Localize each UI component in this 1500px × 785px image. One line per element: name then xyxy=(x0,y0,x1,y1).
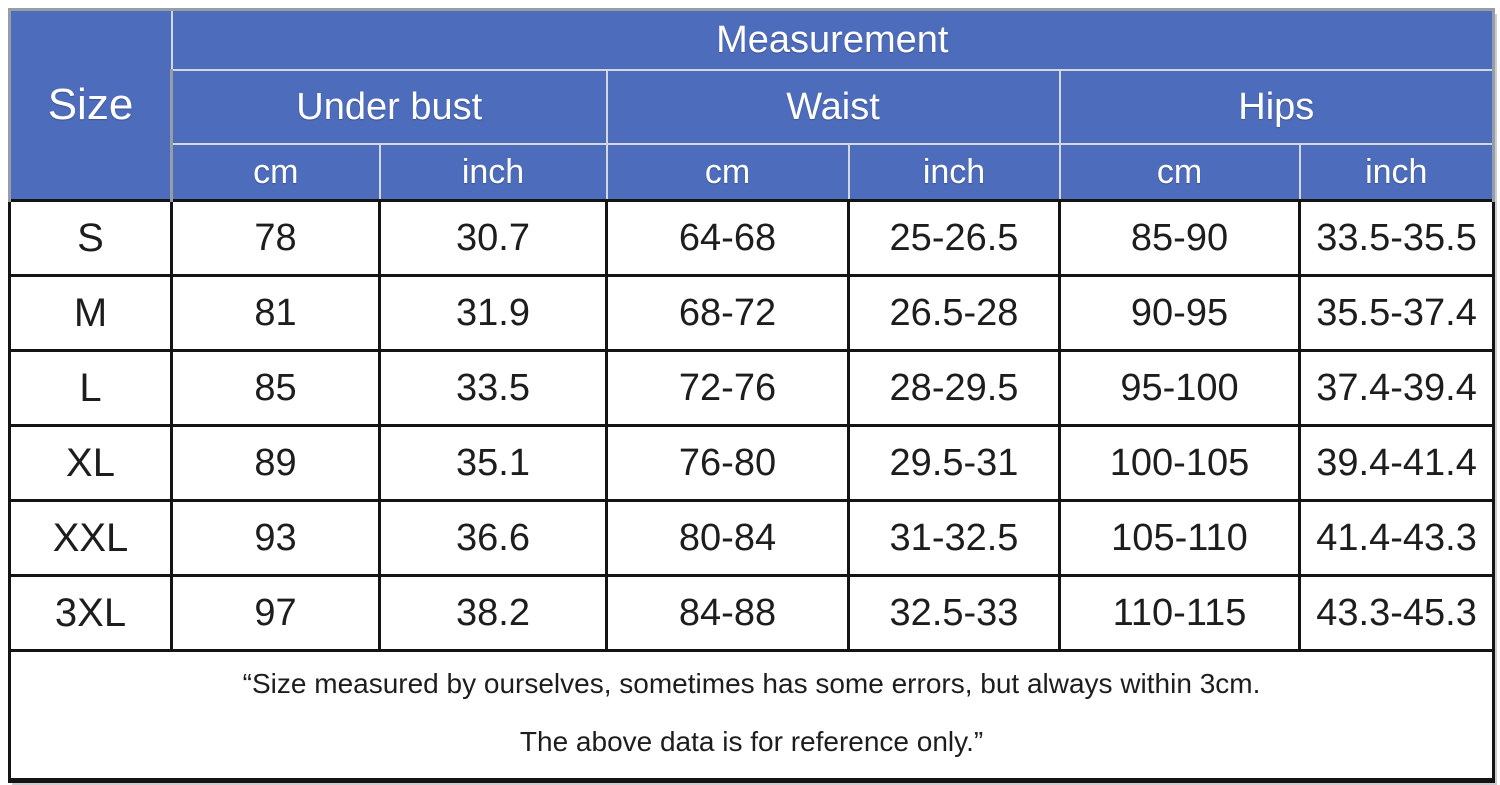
unit-header-hips-cm: cm xyxy=(1060,144,1300,201)
waist-cm-value: 84-88 xyxy=(607,576,849,651)
hips-cm-value: 105-110 xyxy=(1060,501,1300,576)
table-row-3xl xyxy=(10,576,1494,651)
under-bust-inch-value: 33.5 xyxy=(380,351,607,426)
size-column-header: Size xyxy=(10,10,172,201)
waist-inch-value: 26.5-28 xyxy=(849,276,1060,351)
hips-inch-value: 43.3-45.3 xyxy=(1300,576,1494,651)
unit-header-hips-inch: inch xyxy=(1300,144,1494,201)
group-header-hips: Hips xyxy=(1060,70,1494,144)
waist-cm-value: 72-76 xyxy=(607,351,849,426)
hips-cm-value: 90-95 xyxy=(1060,276,1300,351)
size-value: XL xyxy=(10,426,172,501)
size-value: L xyxy=(10,351,172,426)
waist-inch-value: 28-29.5 xyxy=(849,351,1060,426)
hips-inch-value: 37.4-39.4 xyxy=(1300,351,1494,426)
table-row-m xyxy=(10,276,1494,351)
size-value: S xyxy=(10,201,172,276)
unit-header-waist-inch: inch xyxy=(849,144,1060,201)
hips-inch-value: 41.4-43.3 xyxy=(1300,501,1494,576)
waist-inch-value: 31-32.5 xyxy=(849,501,1060,576)
under-bust-cm-value: 93 xyxy=(172,501,380,576)
table-row-l xyxy=(10,351,1494,426)
footnote xyxy=(10,651,1494,781)
unit-header-under-bust-inch: inch xyxy=(380,144,607,201)
hips-inch-value: 39.4-41.4 xyxy=(1300,426,1494,501)
under-bust-cm-value: 81 xyxy=(172,276,380,351)
under-bust-cm-value: 78 xyxy=(172,201,380,276)
group-header-waist: Waist xyxy=(607,70,1060,144)
waist-inch-value: 29.5-31 xyxy=(849,426,1060,501)
size-chart-table xyxy=(8,8,1495,783)
waist-inch-value: 25-26.5 xyxy=(849,201,1060,276)
footnote-line-1: “Size measured by ourselves, sometimes has some errors, but always within 3cm. xyxy=(242,668,1261,699)
hips-inch-value: 35.5-37.4 xyxy=(1300,276,1494,351)
waist-cm-value: 76-80 xyxy=(607,426,849,501)
size-value: 3XL xyxy=(10,576,172,651)
waist-cm-value: 80-84 xyxy=(607,501,849,576)
under-bust-inch-value: 30.7 xyxy=(380,201,607,276)
measurement-header: Measurement xyxy=(172,10,1494,71)
table-row-xxl xyxy=(10,501,1494,576)
unit-header-under-bust-cm: cm xyxy=(172,144,380,201)
under-bust-inch-value: 38.2 xyxy=(380,576,607,651)
table-row-s xyxy=(10,201,1494,276)
waist-cm-value: 68-72 xyxy=(607,276,849,351)
group-header-under-bust: Under bust xyxy=(172,70,607,144)
under-bust-inch-value: 31.9 xyxy=(380,276,607,351)
unit-header-waist-cm: cm xyxy=(607,144,849,201)
hips-cm-value: 110-115 xyxy=(1060,576,1300,651)
waist-inch-value: 32.5-33 xyxy=(849,576,1060,651)
header-row-groups xyxy=(10,70,1494,144)
header-row-measurement xyxy=(10,10,1494,71)
size-value: XXL xyxy=(10,501,172,576)
table-row-xl xyxy=(10,426,1494,501)
under-bust-inch-value: 35.1 xyxy=(380,426,607,501)
footnote-row xyxy=(10,651,1494,781)
under-bust-cm-value: 85 xyxy=(172,351,380,426)
footnote-line-2: The above data is for reference only.” xyxy=(519,726,984,757)
hips-cm-value: 100-105 xyxy=(1060,426,1300,501)
hips-inch-value: 33.5-35.5 xyxy=(1300,201,1494,276)
hips-cm-value: 85-90 xyxy=(1060,201,1300,276)
hips-cm-value: 95-100 xyxy=(1060,351,1300,426)
under-bust-cm-value: 97 xyxy=(172,576,380,651)
under-bust-cm-value: 89 xyxy=(172,426,380,501)
header-row-units xyxy=(10,144,1494,201)
waist-cm-value: 64-68 xyxy=(607,201,849,276)
size-value: M xyxy=(10,276,172,351)
under-bust-inch-value: 36.6 xyxy=(380,501,607,576)
